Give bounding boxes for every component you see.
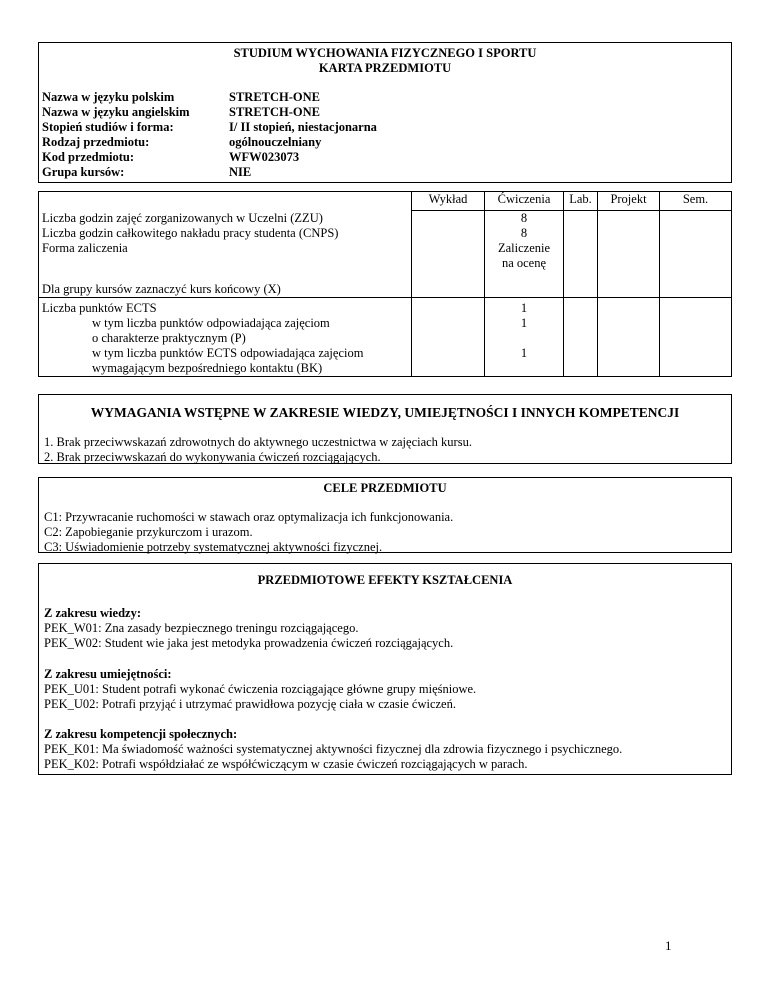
cell-value: 8 — [485, 226, 564, 241]
ects-sub2-line2: wymagającym bezpośredniego kontaktu (BK) — [92, 360, 323, 375]
field-value: STRETCH-ONE — [229, 105, 320, 119]
learning-outcomes-section — [38, 563, 732, 775]
cell — [564, 211, 598, 227]
prerequisites-title: WYMAGANIA WSTĘPNE W ZAKRESIE WIEDZY, UMIEJĘTNOŚCI I INNYCH KOMPETENCJI — [90, 405, 680, 420]
cell — [564, 241, 598, 271]
ects-sub2-line1: w tym liczba punktów ECTS odpowiadająca zajęciom — [92, 345, 364, 360]
field-label: Rodzaj przedmiotu: — [42, 135, 150, 149]
objectives-title: CELE PRZEDMIOTU — [323, 481, 447, 495]
cell — [564, 297, 598, 376]
cell — [660, 211, 732, 227]
cell — [598, 211, 660, 227]
field-row — [42, 120, 377, 135]
field-label: Nazwa w języku angielskim — [42, 105, 190, 119]
list-item: 2. Brak przeciwwskazań do wykonywania ćwiczeń rozciągających. — [44, 450, 381, 464]
learning-outcomes-title: PRZEDMIOTOWE EFEKTY KSZTAŁCENIA — [257, 573, 513, 587]
forma-line1: Zaliczenie — [497, 241, 551, 255]
cell — [485, 271, 564, 297]
table-row — [39, 241, 732, 271]
cell — [564, 271, 598, 297]
ects-label — [39, 297, 412, 376]
cell — [412, 271, 485, 297]
field-label: Kod przedmiotu: — [42, 150, 135, 164]
skills-group — [44, 667, 476, 712]
knowledge-group — [44, 606, 453, 651]
cell — [412, 211, 485, 227]
column-header-cwiczenia: Ćwiczenia — [485, 192, 564, 211]
course-header — [38, 42, 732, 183]
field-label: Stopień studiów i forma: — [42, 120, 174, 134]
cell-value — [485, 241, 564, 271]
prerequisites-section — [38, 394, 732, 464]
ects-bk: 1 — [520, 345, 528, 360]
cell-value: 8 — [485, 211, 564, 227]
cell — [412, 241, 485, 271]
list-item: C2: Zapobieganie przykurczom i urazom. — [44, 525, 253, 539]
forma-line2: na ocenę — [501, 256, 547, 270]
group-heading: Z zakresu umiejętności: — [44, 667, 172, 681]
ects-values — [485, 297, 564, 376]
column-header-lab: Lab. — [564, 192, 598, 211]
ects-title: Liczba punktów ECTS — [42, 300, 157, 315]
row-label: Liczba godzin zajęć zorganizowanych w Uczelni (ZZU) — [39, 211, 412, 227]
list-item: PEK_K01: Ma świadomość ważności systematycznej aktywności fizycznej dla zdrowia fizycznego i psychicznego. — [44, 742, 623, 756]
list-item: C1: Przywracanie ruchomości w stawach oraz optymalizacja ich funkcjonowania. — [44, 510, 454, 524]
table-header-row — [39, 192, 732, 211]
cell — [660, 226, 732, 241]
row-label: Forma zaliczenia — [39, 241, 412, 271]
list-item: PEK_U02: Potrafi przyjąć i utrzymać prawidłowa pozycję ciała w czasie ćwiczeń. — [44, 697, 456, 711]
field-value: ogólnouczelniany — [229, 135, 322, 149]
table-row — [39, 271, 732, 297]
course-fields — [42, 90, 377, 180]
cell — [412, 297, 485, 376]
field-row — [42, 165, 377, 180]
cell — [598, 297, 660, 376]
spacer — [488, 331, 560, 346]
list-item: 1. Brak przeciwwskazań zdrowotnych do aktywnego uczestnictwa w zajęciach kursu. — [44, 435, 472, 449]
list-item: PEK_W01: Zna zasady bezpiecznego treningu rozciągającego. — [44, 621, 359, 635]
field-row — [42, 135, 377, 150]
column-header-projekt: Projekt — [598, 192, 660, 211]
group-heading: Z zakresu wiedzy: — [44, 606, 141, 620]
hours-table — [38, 191, 732, 377]
field-value: WFW023073 — [229, 150, 300, 164]
field-row — [42, 105, 377, 120]
page-number: 1 — [665, 938, 672, 953]
prerequisites-list — [44, 435, 472, 465]
cell — [660, 241, 732, 271]
field-value: NIE — [229, 165, 252, 179]
document-title: KARTA PRZEDMIOTU — [318, 61, 452, 75]
list-item: PEK_W02: Student wie jaka jest metodyka prowadzenia ćwiczeń rozciągających. — [44, 636, 454, 650]
blank-cell — [39, 192, 412, 211]
row-label: Dla grupy kursów zaznaczyć kurs końcowy (X) — [39, 271, 412, 297]
objectives-section — [38, 477, 732, 553]
objectives-list — [44, 510, 453, 555]
ects-sub1-line1: w tym liczba punktów odpowiadająca zajęciom — [92, 315, 330, 330]
cell — [412, 226, 485, 241]
table-row — [39, 211, 732, 227]
field-value: STRETCH-ONE — [229, 90, 320, 104]
field-label: Grupa kursów: — [42, 165, 125, 179]
institution-title: STUDIUM WYCHOWANIA FIZYCZNEGO I SPORTU — [233, 46, 537, 60]
cell — [598, 241, 660, 271]
field-row — [42, 150, 377, 165]
ects-sub1-line2: o charakterze praktycznym (P) — [92, 330, 246, 345]
field-value: I/ II stopień, niestacjonarna — [229, 120, 377, 134]
column-header-wyklad: Wykład — [412, 192, 485, 211]
group-heading: Z zakresu kompetencji społecznych: — [44, 727, 238, 741]
list-item: C3: Uświadomienie potrzeby systematycznej aktywności fizycznej. — [44, 540, 383, 554]
field-label: Nazwa w języku polskim — [42, 90, 175, 104]
table-row — [39, 226, 732, 241]
cell — [598, 226, 660, 241]
cell — [660, 271, 732, 297]
ects-total: 1 — [520, 300, 528, 315]
list-item: PEK_U01: Student potrafi wykonać ćwiczenia rozciągające główne grupy mięśniowe. — [44, 682, 477, 696]
field-row — [42, 90, 377, 105]
list-item: PEK_K02: Potrafi współdziałać ze współćwiczącym w czasie ćwiczeń rozciągających w parach. — [44, 757, 528, 771]
column-header-sem: Sem. — [660, 192, 732, 211]
row-label: Liczba godzin całkowitego nakładu pracy studenta (CNPS) — [39, 226, 412, 241]
cell — [564, 226, 598, 241]
ects-p: 1 — [520, 315, 528, 330]
competences-group — [44, 727, 622, 772]
cell — [598, 271, 660, 297]
cell — [660, 297, 732, 376]
table-row-ects — [39, 297, 732, 376]
